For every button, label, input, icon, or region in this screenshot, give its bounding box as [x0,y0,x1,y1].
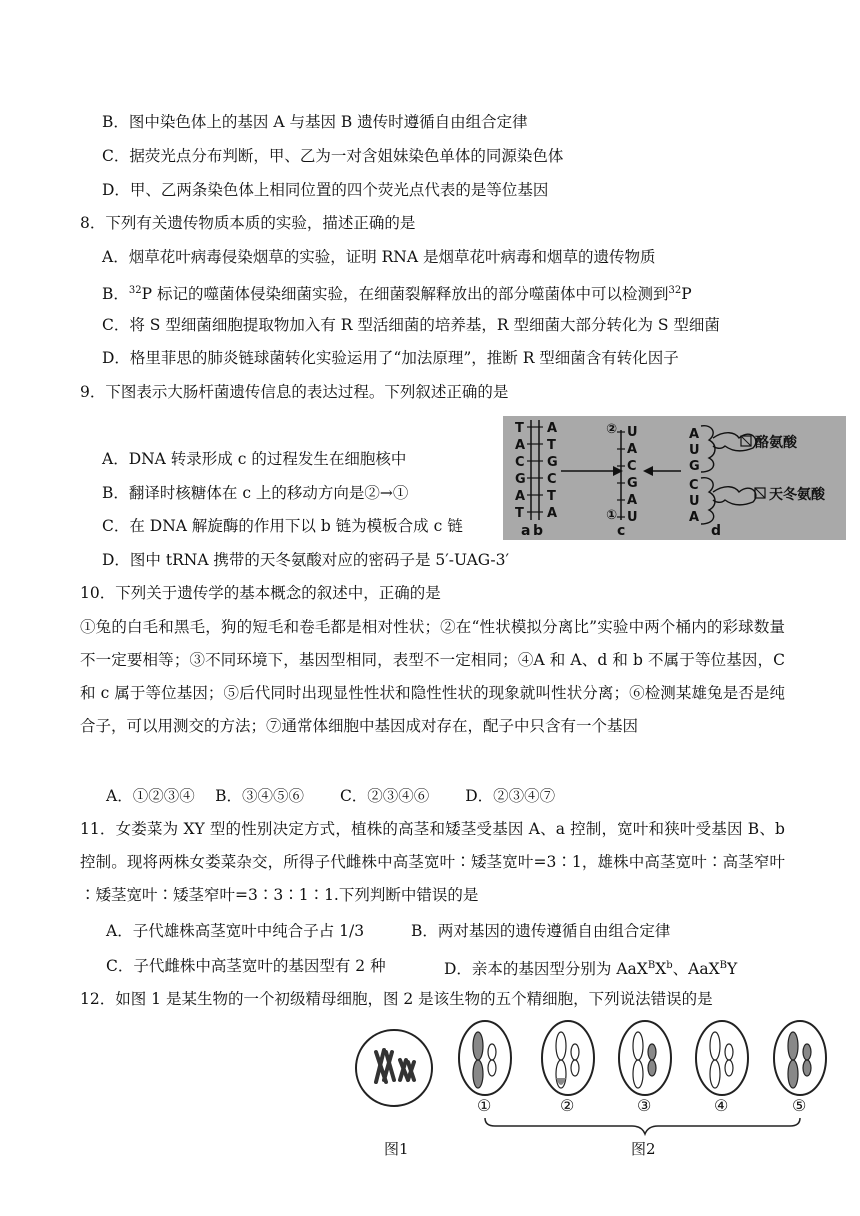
q11-option-b: B．两对基因的遗传遵循自由组合定律 [411,922,671,940]
strand-a-base: C [515,455,525,470]
sperm-cell-4 [696,1021,748,1095]
trna-base: U [689,443,700,458]
q9-option-d: D．图中 tRNA 携带的天冬氨酸对应的密码子是 5′-UAG-3′ [102,551,510,569]
gene-expression-diagram [503,416,846,540]
gene-expression-figure [503,416,846,540]
sperm-cell-2 [542,1021,594,1095]
q8-option-c: C．将 S 型细菌细胞提取物加入有 R 型活细菌的培养基，R 型细菌大部分转化为 S 型细菌 [102,316,720,334]
q9-stem: 9．下图表示大肠杆菌遗传信息的表达过程。下列叙述正确的是 [80,383,509,401]
gene-superscript: b [666,960,673,971]
cell-figure [350,1018,840,1168]
figure2-caption: 图2 [631,1140,656,1158]
q9-option-a: A．DNA 转录形成 c 的过程发生在细胞核中 [102,450,407,468]
strand-b-base: T [547,438,556,453]
primary-spermatocyte-cell [356,1030,432,1106]
label-b: b [533,523,544,539]
figure2-brace [485,1118,800,1134]
direction-mark-2: ② [606,422,618,437]
label-d: d [711,523,722,539]
strand-a-base: A [515,489,526,504]
sperm-cell-5 [774,1021,826,1095]
q8-option-a: A．烟草花叶病毒侵染烟草的实验，证明 RNA 是烟草花叶病毒和烟草的遗传物质 [102,248,656,266]
q8-option-d: D．格里菲思的肺炎链球菌转化实验运用了“加法原理”，推断 R 型细菌含有转化因子 [102,349,679,367]
translation-arrowhead [643,466,653,476]
trna-base: G [689,459,700,474]
q10-body: ①兔的白毛和黑毛，狗的短毛和卷毛都是相对性状；②在“性状模拟分离比”实验中两个桶内的彩球数量不一定要相等；③不同环境下，基因型相同，表型不一定相同；④A 和 A、d 和 b 不属于等位基因，C 和 c 属于等位基因；⑤后代同时出现显性性状和隐性性状的现象就叫性状分离；⑥检测某雄兔是否是纯合子，可以用测交的方法；⑦通常体细胞中基因成对存在，配子中只含有一个基因 [80,618,785,735]
figure1-caption: 图1 [384,1140,409,1158]
q9-option-c: C．在 DNA 解旋酶的作用下以 b 链为模板合成 c 链 [102,517,463,535]
strand-c-base: C [627,459,637,474]
q7-option-c: C．据荧光点分布判断，甲、乙为一对含姐妹染色单体的同源染色体 [102,147,564,165]
q8-stem: 8．下列有关遗传物质本质的实验，描述正确的是 [80,214,416,232]
cell-label-1: ① [477,1096,492,1115]
strand-a-base: T [515,421,524,436]
amino-acid-box-hatch [741,436,751,446]
amino-acid-aspartate: 天冬氨酸 [769,487,825,503]
trna-bottom-loop [713,487,756,505]
trna-bottom-shape [701,478,715,524]
q11-stem: 11．女娄菜为 XY 型的性别决定方式，植株的高茎和矮茎受基因 A、a 控制，宽叶和狭叶受基因 B、b 控制。现将两株女娄菜杂交，所得子代雌株中高茎宽叶∶矮茎宽叶=3∶1，雄株中高茎宽叶∶高茎窄叶∶矮茎宽叶∶矮茎窄叶=3∶3∶1∶1.下列判断中错误的是 [80,820,785,904]
q9-option-b: B．翻译时核糖体在 c 上的移动方向是②→① [102,484,409,502]
gene-superscript: B [647,960,656,971]
q10-options: A．①②③④ B．③④⑤⑥ C．②③④⑥ D．②③④⑦ [106,787,556,805]
label-a: a [521,523,531,539]
cell-label-3: ③ [637,1096,652,1115]
strand-b-base: T [547,489,556,504]
cell-label-5: ⑤ [792,1096,807,1115]
strand-c-base: U [627,425,638,440]
gene-superscript: B [719,960,727,971]
direction-mark-1: ① [606,508,618,523]
strand-c-base: U [627,510,638,525]
base-pair-rungs [527,427,543,512]
strand-a-base: G [515,472,526,487]
trna-base: A [689,510,700,525]
cell-label-2: ② [560,1096,575,1115]
q11-option-a: A．子代雄株高茎宽叶中纯合子占 1/3 [106,922,365,940]
strand-c-base: A [627,493,638,508]
q8-option-b: B．$^{32}$P 标记的噬菌体侵染细菌实验，在细菌裂解释放出的部分噬菌体中可以检测到$^{32}$P [102,285,692,304]
q11-option-c: C．子代雌株中高茎宽叶的基因型有 2 种 [106,957,386,975]
q7-option-b: B．图中染色体上的基因 A 与基因 B 遗传时遵循自由组合定律 [102,113,528,131]
q12-stem: 12．如图 1 是某生物的一个初级精母细胞，图 2 是该生物的五个精细胞，下列说法错误的是 [80,990,713,1008]
label-c: c [617,523,626,539]
amino-acid-tyrosine: 酪氨酸 [755,435,797,451]
trna-base: U [689,494,700,509]
isotope-superscript: 32 [668,285,682,296]
strand-c-base: G [627,476,638,491]
strand-b-base: G [547,455,558,470]
strand-a-base: A [515,438,526,453]
strand-c-base: A [627,442,638,457]
cell-label-4: ④ [714,1096,729,1115]
trna-top-shape [701,426,715,472]
trna-base: A [689,427,700,442]
q10-stem: 10．下列关于遗传学的基本概念的叙述中，正确的是 [80,584,441,602]
strand-b-base: A [547,421,558,436]
sperm-cell-3 [619,1021,671,1095]
strand-b-base: A [547,506,558,521]
trna-base: C [689,478,699,493]
isotope-superscript: 32 [128,285,142,296]
strand-a-base: T [515,506,524,521]
q11-option-d: D．亲本的基因型分别为 $AaX^BX^b$、AaX$^B$Y [444,960,738,979]
sperm-cell-1 [459,1021,511,1095]
strand-b-base: C [547,472,557,487]
q7-option-d: D．甲、乙两条染色体上相同位置的四个荧光点代表的是等位基因 [102,181,549,199]
